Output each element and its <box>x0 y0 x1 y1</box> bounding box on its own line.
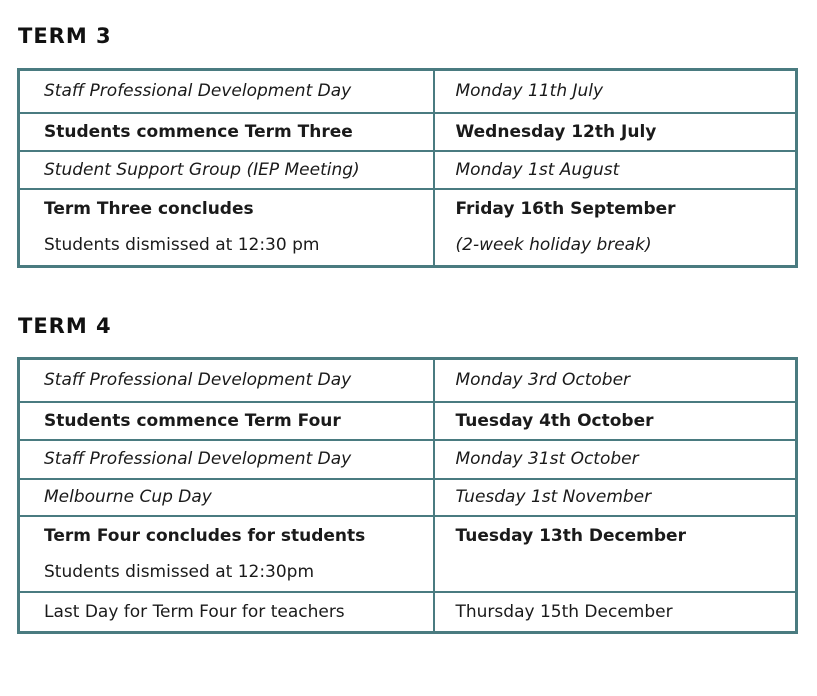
date-cell: Wednesday 12th July <box>434 113 797 151</box>
event-cell <box>19 189 434 267</box>
term3-table <box>17 68 798 268</box>
event-note: Students dismissed at 12:30 pm <box>44 234 320 255</box>
event-cell: Student Support Group (IEP Meeting) <box>19 151 434 189</box>
table-row <box>19 113 797 151</box>
date-cell: Thursday 15th December <box>434 592 797 633</box>
event-note: Students dismissed at 12:30pm <box>44 561 315 582</box>
date-cell: Monday 11th July <box>434 70 797 113</box>
event-cell <box>19 516 434 592</box>
date-title: Friday 16th September <box>455 198 676 219</box>
event-cell: Staff Professional Development Day <box>19 359 434 402</box>
date-cell <box>434 516 797 592</box>
table-row <box>19 440 797 479</box>
date-cell: Monday 1st August <box>434 151 797 189</box>
event-cell: Students commence Term Four <box>19 402 434 440</box>
event-cell: Staff Professional Development Day <box>19 440 434 479</box>
table-row <box>19 151 797 189</box>
table-row <box>19 516 797 592</box>
table-row <box>19 189 797 267</box>
table-row <box>19 402 797 440</box>
date-cell: Monday 3rd October <box>434 359 797 402</box>
table-row <box>19 359 797 402</box>
date-cell: Monday 31st October <box>434 440 797 479</box>
date-note: (2-week holiday break) <box>455 234 652 255</box>
event-cell: Staff Professional Development Day <box>19 70 434 113</box>
date-title: Tuesday 13th December <box>455 525 686 546</box>
date-cell: Tuesday 1st November <box>434 479 797 516</box>
table-row <box>19 592 797 633</box>
event-cell: Last Day for Term Four for teachers <box>19 592 434 633</box>
table-row <box>19 70 797 113</box>
date-cell: Tuesday 4th October <box>434 402 797 440</box>
event-cell: Melbourne Cup Day <box>19 479 434 516</box>
event-title: Term Three concludes <box>44 198 254 219</box>
event-title: Term Four concludes for students <box>44 525 366 546</box>
term4-table <box>17 357 798 634</box>
event-cell: Students commence Term Three <box>19 113 434 151</box>
term3-heading: TERM 3 <box>18 24 112 48</box>
date-cell <box>434 189 797 267</box>
term4-heading: TERM 4 <box>18 314 112 338</box>
table-row <box>19 479 797 516</box>
